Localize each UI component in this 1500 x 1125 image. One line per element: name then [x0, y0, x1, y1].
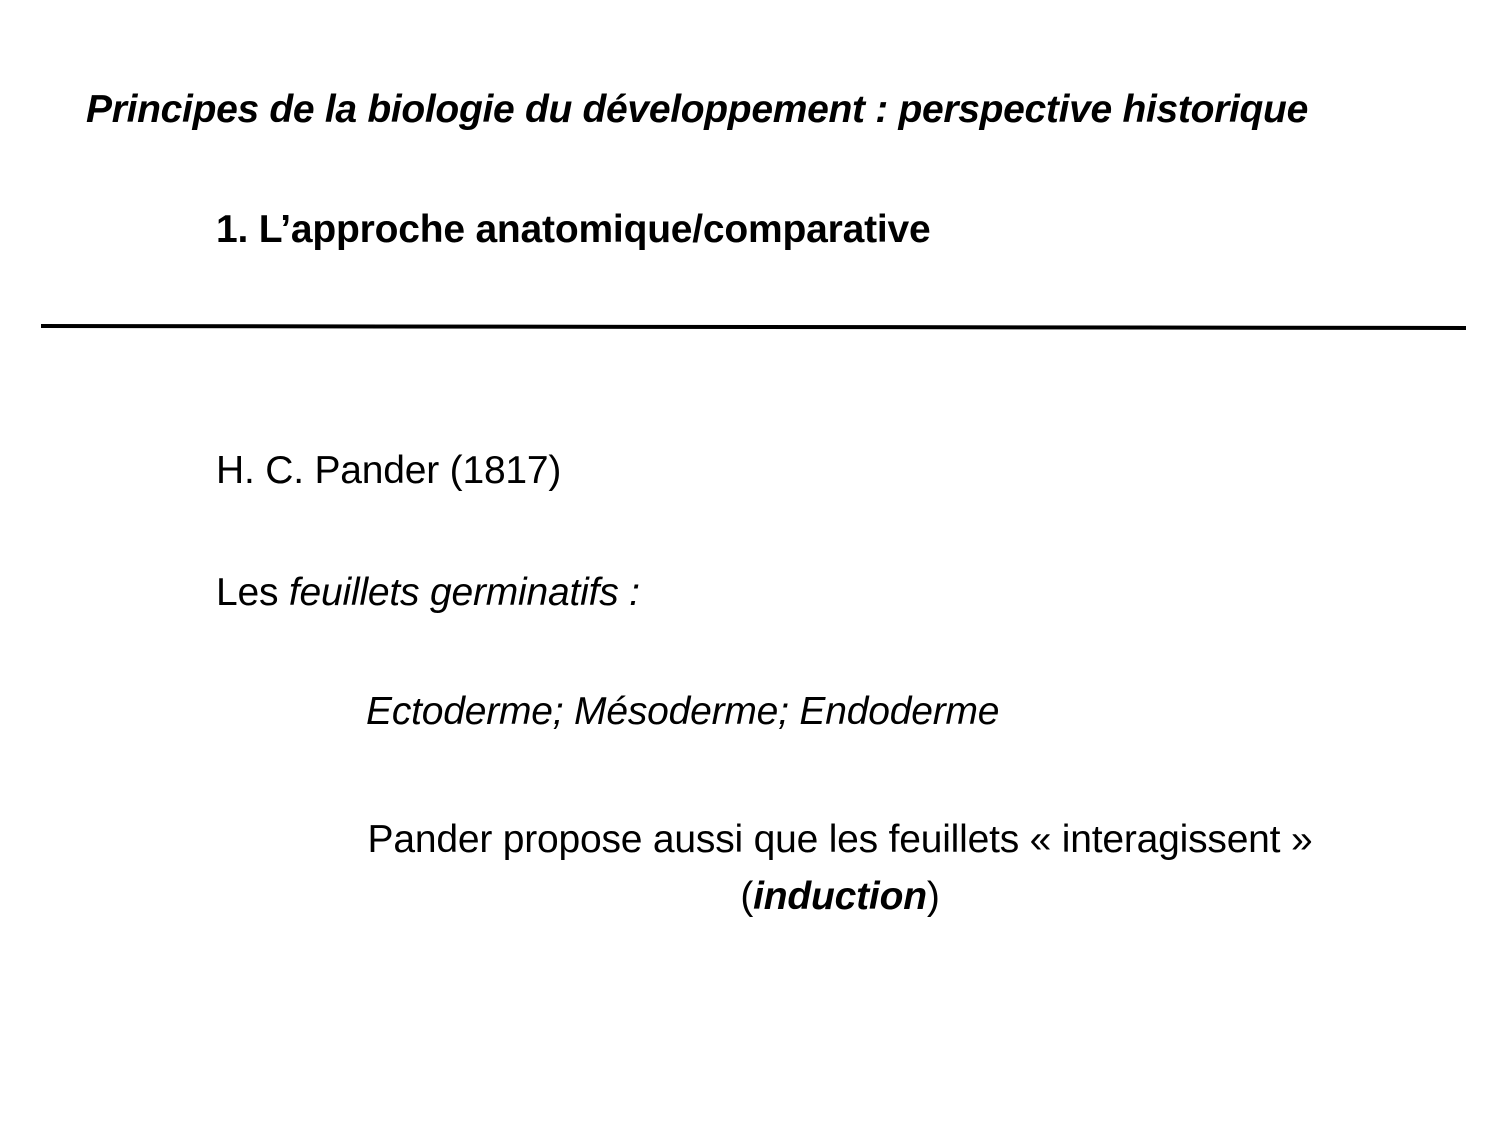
induction-note-line2 — [180, 868, 1500, 925]
germ-layers-term: feuillets germinatifs : — [288, 571, 640, 614]
induction-note-line1: Pander propose aussi que les feuillets « interagissent » — [367, 818, 1313, 861]
author-line: H. C. Pander (1817) — [216, 449, 562, 492]
horizontal-divider — [41, 324, 1466, 330]
open-paren: ( — [740, 875, 754, 918]
germ-layers-prefix: Les — [216, 571, 289, 614]
germ-layers-line — [216, 571, 640, 615]
close-paren: ) — [926, 875, 940, 918]
section-heading: 1. L’approche anatomique/comparative — [216, 208, 931, 251]
germ-layers-list: Ectoderme; Mésoderme; Endoderme — [366, 690, 1000, 733]
induction-term: induction — [753, 875, 927, 918]
induction-note — [180, 811, 1500, 925]
slide-title: Principes de la biologie du développement : perspective historique — [86, 88, 1308, 131]
